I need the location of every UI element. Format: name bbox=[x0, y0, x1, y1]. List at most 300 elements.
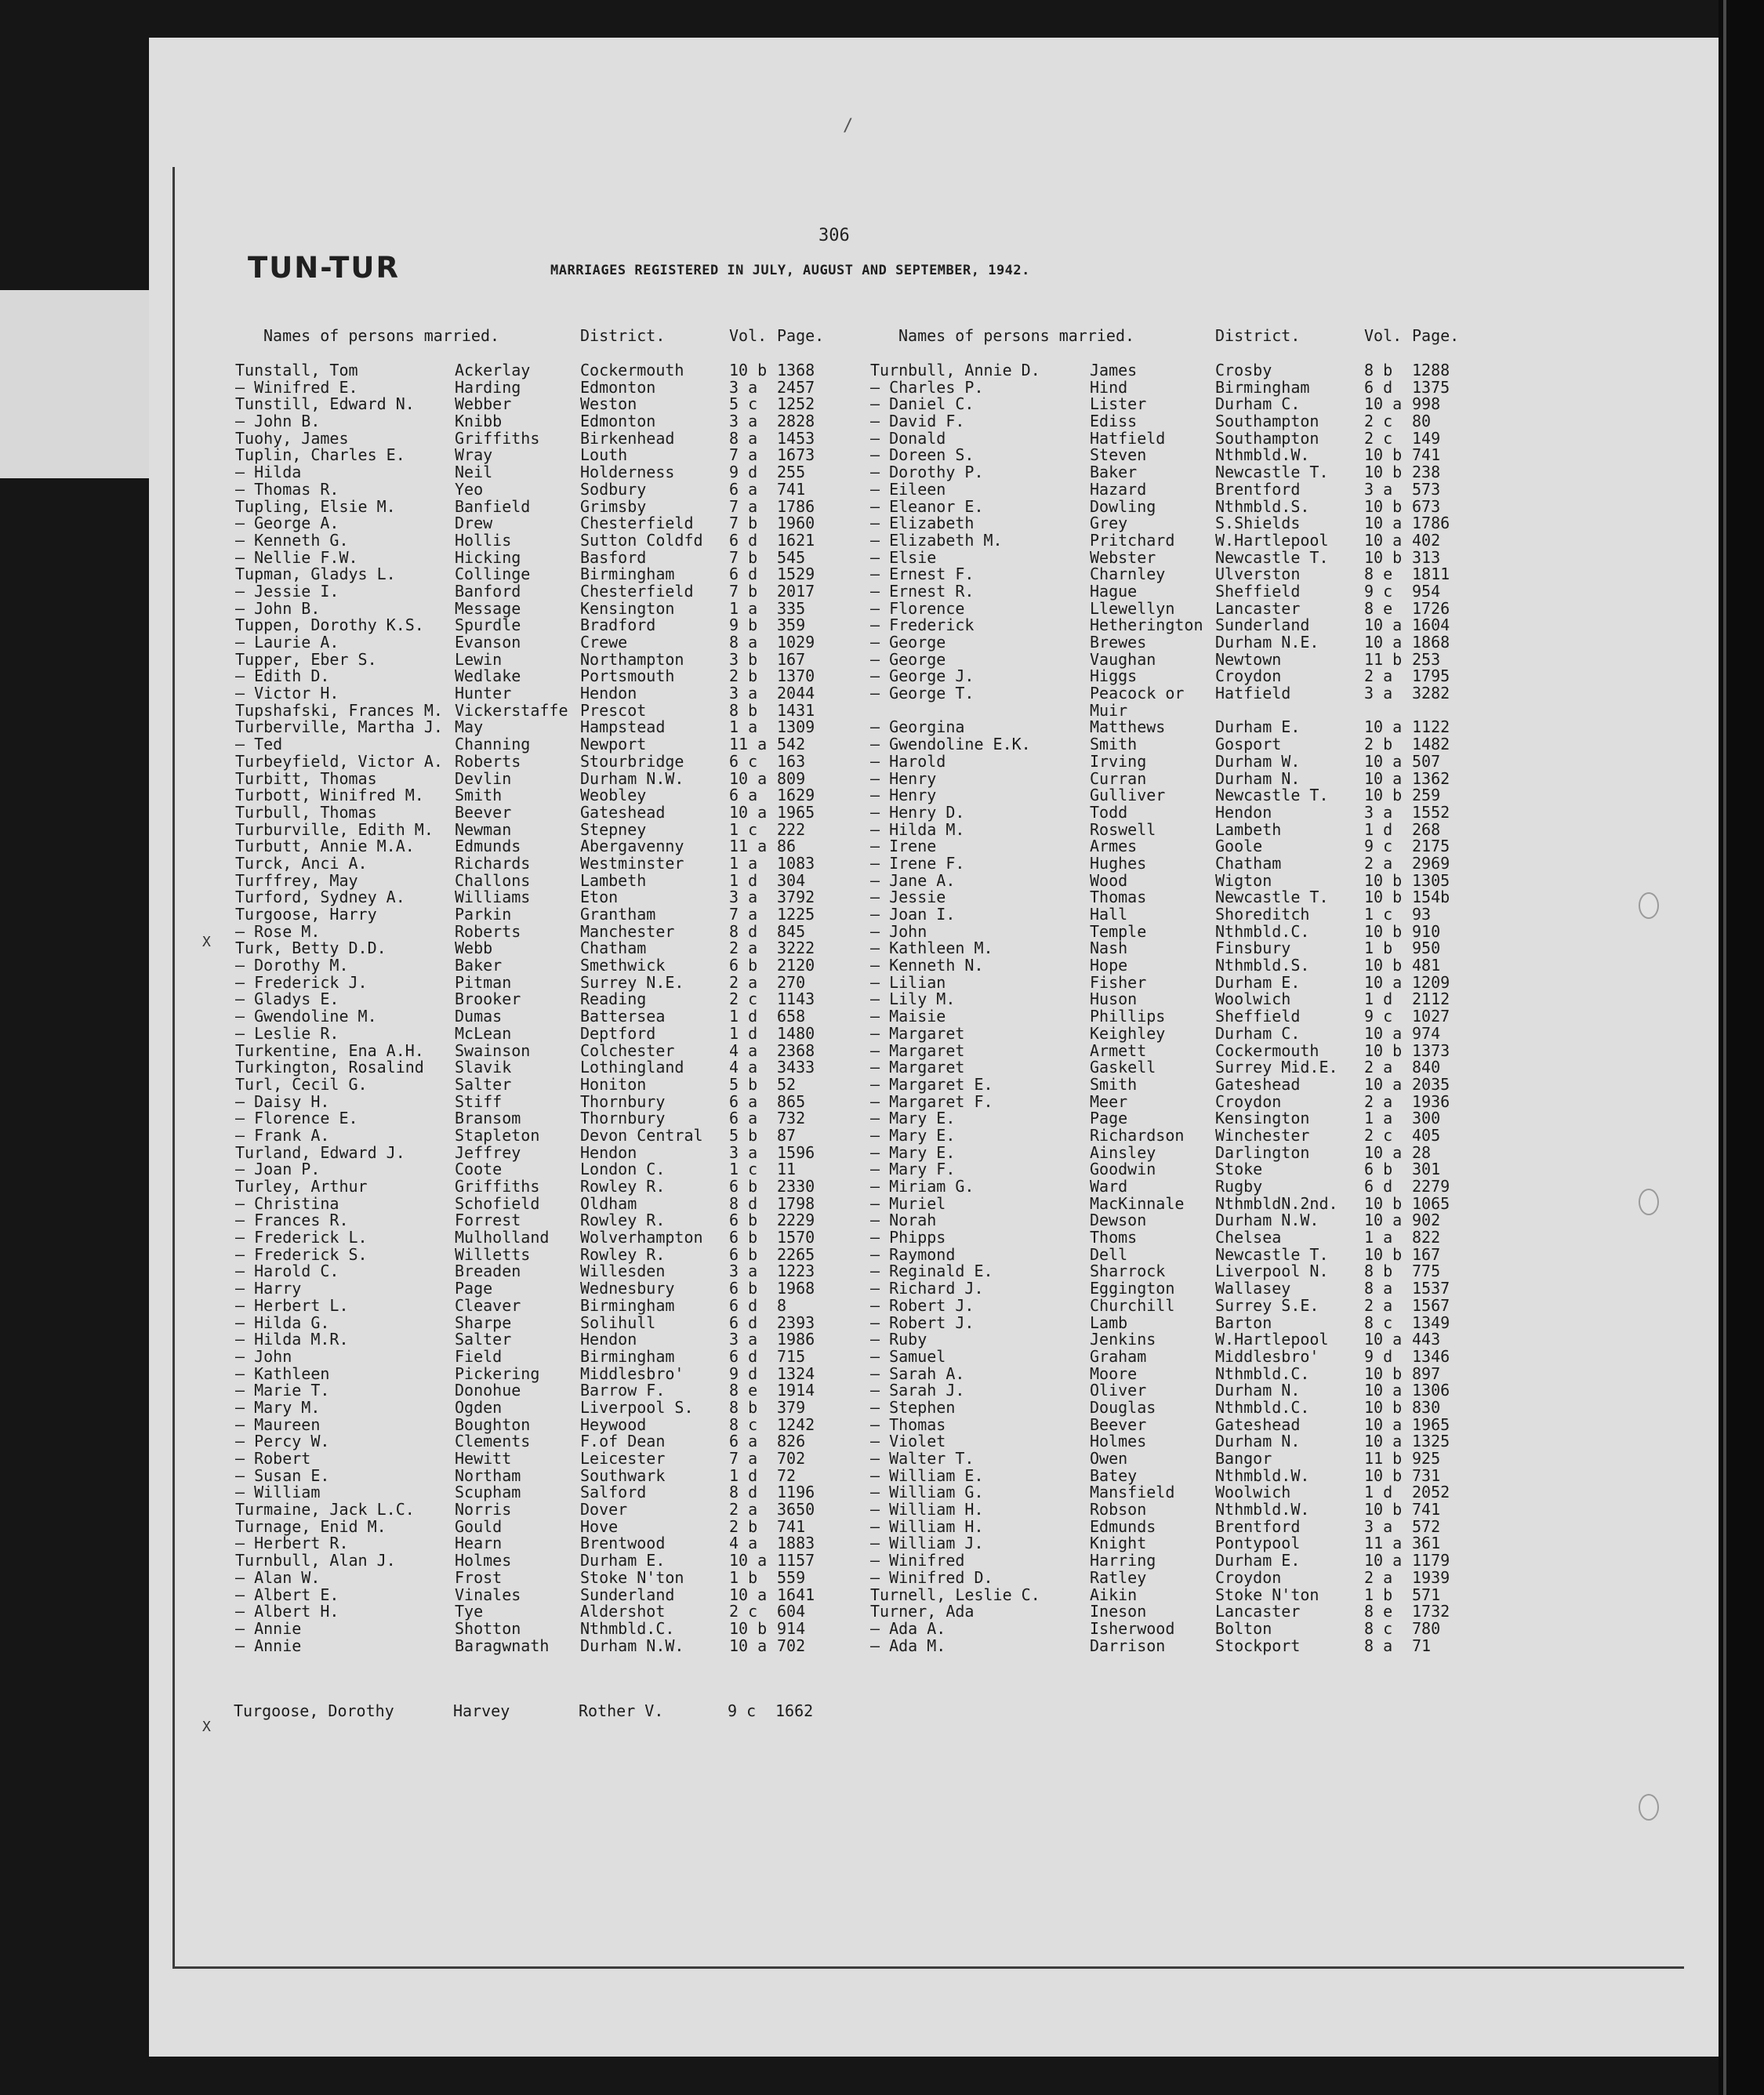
register-entry bbox=[870, 870, 1521, 890]
register-entry bbox=[870, 447, 1521, 464]
entry-spouse: Pitman bbox=[455, 972, 512, 992]
entry-district: NthmbldN.2nd. bbox=[1215, 1193, 1338, 1213]
entry-spouse: Roberts bbox=[455, 751, 521, 771]
entry-page: 775 bbox=[1412, 1262, 1441, 1281]
entry-spouse: Fisher bbox=[1090, 972, 1147, 992]
entry-page: 1143 bbox=[777, 989, 815, 1009]
entry-spouse: Gould bbox=[455, 1516, 503, 1536]
entry-district: Newcastle T. bbox=[1215, 888, 1329, 907]
entry-district: Brentford bbox=[1215, 479, 1301, 499]
entry-page: 1732 bbox=[1412, 1602, 1450, 1621]
entry-vol: 5 b bbox=[729, 1125, 758, 1145]
entry-spouse: Mansfield bbox=[1090, 1483, 1175, 1502]
entry-name: — Herbert R. bbox=[235, 1534, 349, 1553]
entry-spouse: Baker bbox=[455, 956, 503, 975]
entry-page: 2368 bbox=[777, 1040, 815, 1060]
entry-page: 253 bbox=[1412, 649, 1441, 669]
entry-vol: 10 a bbox=[1364, 1551, 1403, 1570]
entry-page: 379 bbox=[777, 1397, 806, 1417]
entry-spouse: Robson bbox=[1090, 1500, 1147, 1520]
entry-spouse: Coote bbox=[455, 1160, 503, 1179]
register-entry bbox=[235, 753, 886, 771]
entry-spouse: Hazard bbox=[1090, 479, 1147, 499]
entry-district: Nthmbld.S. bbox=[1215, 496, 1310, 516]
entry-page: 571 bbox=[1412, 1585, 1441, 1604]
entry-name: Turnell, Leslie C. bbox=[870, 1585, 1040, 1604]
entry-spouse: Hind bbox=[1090, 377, 1128, 397]
entry-spouse: Stapleton bbox=[455, 1125, 540, 1145]
entry-vol: 8 a bbox=[1364, 1636, 1393, 1655]
entry-spouse: Darrison bbox=[1090, 1636, 1166, 1655]
entry-district: Nthmbld.S. bbox=[1215, 956, 1310, 975]
binder-edge bbox=[1719, 0, 1764, 2095]
entry-page: 1122 bbox=[1412, 717, 1450, 737]
register-entry bbox=[870, 753, 1521, 771]
register-entry bbox=[235, 1074, 886, 1094]
entry-vol: 3 a bbox=[729, 1262, 758, 1281]
entry-vol: 10 a bbox=[1364, 972, 1403, 992]
entry-page: 1288 bbox=[1412, 361, 1450, 379]
entry-name: — Rose M. bbox=[235, 921, 321, 941]
entry-page: 2969 bbox=[1412, 853, 1450, 873]
register-entry bbox=[235, 481, 886, 499]
entry-vol: 2 a bbox=[1364, 666, 1393, 686]
header-vol: Vol. bbox=[729, 326, 768, 345]
entry-name: — Walter T. bbox=[870, 1449, 975, 1468]
entry-name: — Jessie I. bbox=[235, 581, 339, 601]
entry-name: — Herbert L. bbox=[235, 1295, 349, 1315]
entry-district: Grantham bbox=[580, 905, 656, 924]
entry-page: 405 bbox=[1412, 1125, 1441, 1145]
entry-vol: 9 c bbox=[1364, 837, 1393, 856]
entry-vol: 1 c bbox=[729, 1160, 758, 1179]
entry-page: 897 bbox=[1412, 1363, 1441, 1383]
entry-district: Nthmbld.W. bbox=[1215, 445, 1310, 465]
entry-page: 3433 bbox=[777, 1058, 815, 1077]
entry-district: Hendon bbox=[580, 1142, 637, 1162]
entry-vol: 2 b bbox=[1364, 735, 1393, 754]
entry-page: 809 bbox=[777, 768, 806, 788]
register-entry bbox=[235, 719, 886, 736]
entry-vol: 8 b bbox=[1364, 1262, 1393, 1281]
entry-district: Stourbridge bbox=[580, 751, 684, 771]
entry-name: — John B. bbox=[235, 412, 321, 431]
entry-name: — Irene F. bbox=[870, 853, 965, 873]
entry-name: — Robert J. bbox=[870, 1295, 975, 1315]
entry-spouse: Temple bbox=[1090, 921, 1147, 941]
entry-spouse: Moore bbox=[1090, 1363, 1138, 1383]
entry-name: — Thomas R. bbox=[235, 479, 339, 499]
entry-vol: 8 c bbox=[1364, 1618, 1393, 1638]
entry-page: 1811 bbox=[1412, 565, 1450, 584]
entry-spouse: Meer bbox=[1090, 1091, 1128, 1111]
entry-spouse: Ward bbox=[1090, 1177, 1128, 1196]
entry-page: 1480 bbox=[777, 1023, 815, 1043]
entry-district: Willesden bbox=[580, 1262, 666, 1281]
entry-vol: 11 a bbox=[1364, 1534, 1403, 1553]
entry-page: 52 bbox=[777, 1074, 797, 1094]
entry-vol: 1 d bbox=[1364, 1483, 1393, 1502]
entry-name: — Maisie bbox=[870, 1007, 946, 1026]
entry-vol: 10 a bbox=[729, 1636, 768, 1655]
entry-page: 3222 bbox=[777, 939, 815, 958]
entry-name: — Gladys E. bbox=[235, 989, 339, 1009]
register-entry bbox=[870, 1397, 1521, 1417]
entry-name: Tupling, Elsie M. bbox=[235, 496, 396, 516]
entry-page: 2120 bbox=[777, 956, 815, 975]
entry-spouse: Page bbox=[1090, 1109, 1128, 1128]
entry-spouse: MacKinnale bbox=[1090, 1193, 1185, 1213]
entry-spouse: Collinge bbox=[455, 565, 531, 584]
entry-district: Liverpool S. bbox=[580, 1397, 694, 1417]
entry-district: Oldham bbox=[580, 1193, 637, 1213]
entry-vol: 10 b bbox=[1364, 1465, 1403, 1485]
entry-spouse: Thomas bbox=[1090, 888, 1147, 907]
entry-district: Thornbury bbox=[580, 1091, 666, 1111]
entry-page: 1537 bbox=[1412, 1279, 1450, 1298]
entry-spouse: Swainson bbox=[455, 1040, 531, 1060]
entry-name: — Norah bbox=[870, 1211, 937, 1230]
entry-district: Durham N. bbox=[1215, 768, 1301, 788]
entry-spouse: Irving bbox=[1090, 751, 1147, 771]
entry-name: — George bbox=[870, 649, 946, 669]
entry-name: — Frances R. bbox=[235, 1211, 349, 1230]
entry-spouse: Keighley bbox=[1090, 1023, 1166, 1043]
entry-vol: 10 a bbox=[1364, 633, 1403, 652]
entry-name: — Robert J. bbox=[870, 1313, 975, 1332]
entry-page: 1325 bbox=[1412, 1432, 1450, 1451]
entry-spouse: Message bbox=[455, 598, 521, 618]
entry-vol: 2 a bbox=[729, 972, 758, 992]
register-entry bbox=[870, 1229, 1521, 1247]
entry-vol: 10 a bbox=[1364, 615, 1403, 635]
entry-vol: 1 c bbox=[729, 819, 758, 839]
entry-name: — Joan P. bbox=[235, 1160, 321, 1179]
entry-spouse: Devlin bbox=[455, 768, 512, 788]
entry-name: — Dorothy P. bbox=[870, 463, 984, 482]
entry-district: Durham N.W. bbox=[580, 1636, 684, 1655]
entry-district: Gateshead bbox=[580, 802, 666, 822]
entry-district: S.Shields bbox=[1215, 514, 1301, 533]
entry-spouse: Roberts bbox=[455, 921, 521, 941]
entry-name: — Florence bbox=[870, 598, 965, 618]
entry-spouse: Matthews bbox=[1090, 717, 1166, 737]
entry-district: Durham C. bbox=[1215, 394, 1301, 414]
register-entry bbox=[870, 1451, 1521, 1468]
entry-name: Turley, Arthur bbox=[235, 1177, 368, 1196]
entry-vol: 10 b bbox=[1364, 547, 1403, 567]
entry-page: 830 bbox=[1412, 1397, 1441, 1417]
entry-page: 2457 bbox=[777, 377, 815, 397]
entry-spouse: Nash bbox=[1090, 939, 1128, 958]
entry-name: — Kenneth G. bbox=[235, 530, 349, 550]
entry-district: Wolverhampton bbox=[580, 1228, 703, 1247]
register-entry bbox=[235, 447, 886, 464]
entry-spouse: Ineson bbox=[1090, 1602, 1147, 1621]
entry-vol: 8 e bbox=[1364, 1602, 1393, 1621]
entry-vol: 9 c bbox=[728, 1701, 757, 1720]
header-names: Names of persons married. bbox=[263, 326, 500, 345]
entry-name: — Lilian bbox=[870, 972, 946, 992]
register-entry bbox=[235, 1414, 886, 1434]
entry-district: Heywood bbox=[580, 1414, 647, 1434]
entry-name: — Mary M. bbox=[235, 1397, 321, 1417]
entry-name: — Henry D. bbox=[870, 802, 965, 822]
entry-name: — Violet bbox=[870, 1432, 946, 1451]
entry-page: 2175 bbox=[1412, 837, 1450, 856]
register-entry bbox=[870, 1363, 1521, 1383]
entry-vol: 8 a bbox=[1364, 1279, 1393, 1298]
entry-district: Basford bbox=[580, 547, 647, 567]
register-entry bbox=[870, 566, 1521, 583]
entry-name: — Annie bbox=[235, 1618, 302, 1638]
entry-name: — Frederick bbox=[870, 615, 975, 635]
register-entry bbox=[235, 1382, 886, 1400]
entry-page: 238 bbox=[1412, 463, 1441, 482]
entry-district: Hendon bbox=[1215, 802, 1272, 822]
register-entry bbox=[235, 617, 886, 634]
entry-page: 1529 bbox=[777, 565, 815, 584]
entry-vol: 1 d bbox=[1364, 989, 1393, 1009]
entry-vol: 10 a bbox=[729, 768, 768, 788]
entry-page: 1157 bbox=[777, 1551, 815, 1570]
register-entry bbox=[235, 1587, 886, 1604]
entry-name: Tupman, Gladys L. bbox=[235, 565, 396, 584]
entry-name: Turl, Cecil G. bbox=[235, 1074, 368, 1094]
entry-vol: 9 c bbox=[1364, 581, 1393, 601]
entry-district: Lambeth bbox=[1215, 819, 1282, 839]
entry-page: 481 bbox=[1412, 956, 1441, 975]
entry-page: 2330 bbox=[777, 1177, 815, 1196]
register-entry bbox=[235, 532, 886, 550]
entry-name: — David F. bbox=[870, 412, 965, 431]
entry-vol: 10 a bbox=[1364, 1142, 1403, 1162]
entry-vol: 2 b bbox=[729, 666, 758, 686]
entry-vol: 11 a bbox=[729, 837, 768, 856]
entry-vol: 2 c bbox=[729, 1602, 758, 1621]
entry-page: 702 bbox=[777, 1449, 806, 1468]
entry-name: Turkentine, Ena A.H. bbox=[235, 1040, 424, 1060]
entry-vol: 10 a bbox=[1364, 1330, 1403, 1349]
entry-district: Pontypool bbox=[1215, 1534, 1301, 1553]
entry-page: 741 bbox=[1412, 1500, 1441, 1520]
entry-vol: 10 b bbox=[1364, 921, 1403, 941]
entry-vol: 10 b bbox=[1364, 1397, 1403, 1417]
entry-spouse: Charnley bbox=[1090, 565, 1166, 584]
entry-vol: 3 a bbox=[1364, 479, 1393, 499]
entry-name: — Hilda bbox=[235, 463, 302, 482]
register-entry bbox=[870, 668, 1521, 685]
register-entry bbox=[870, 1142, 1521, 1162]
header-names: Names of persons married. bbox=[898, 326, 1135, 345]
entry-name: — Laurie A. bbox=[235, 633, 339, 652]
register-entry bbox=[235, 430, 886, 448]
entry-name: — Elizabeth M. bbox=[870, 530, 1003, 550]
entry-district: Surrey N.E. bbox=[580, 972, 684, 992]
register-entry bbox=[870, 921, 1521, 941]
entry-spouse: Stiff bbox=[455, 1091, 503, 1111]
register-entry bbox=[870, 1178, 1521, 1196]
entry-vol: 8 a bbox=[729, 428, 758, 448]
entry-spouse: Webster bbox=[1090, 547, 1156, 567]
register-entry bbox=[235, 464, 886, 481]
entry-page: 780 bbox=[1412, 1618, 1441, 1638]
register-entry bbox=[235, 700, 886, 720]
entry-spouse: Boughton bbox=[455, 1414, 531, 1434]
entry-district: Sunderland bbox=[580, 1585, 675, 1604]
entry-name: — Kathleen bbox=[235, 1363, 330, 1383]
entry-page: 910 bbox=[1412, 921, 1441, 941]
register-entry bbox=[870, 1040, 1521, 1060]
entry-vol: 1 b bbox=[729, 1567, 758, 1587]
entry-vol: 10 b bbox=[1364, 1244, 1403, 1264]
entry-spouse: Muir bbox=[1090, 700, 1128, 720]
entry-page: 270 bbox=[777, 972, 806, 992]
entry-page: 1914 bbox=[777, 1381, 815, 1400]
entry-district: Birmingham bbox=[580, 1295, 675, 1315]
entry-name: — William H. bbox=[870, 1500, 984, 1520]
register-entry bbox=[235, 1603, 886, 1621]
register-entry bbox=[870, 396, 1521, 413]
entry-name: — Nellie F.W. bbox=[235, 547, 358, 567]
entry-name: — Henry bbox=[870, 786, 937, 805]
register-entry bbox=[235, 1059, 886, 1077]
entry-spouse: Hetherington bbox=[1090, 615, 1203, 635]
entry-name: — Frank A. bbox=[235, 1125, 330, 1145]
register-entry bbox=[870, 855, 1521, 873]
entry-name: — Ernest R. bbox=[870, 581, 975, 601]
entry-vol: 8 b bbox=[729, 1397, 758, 1417]
entry-vol: 4 a bbox=[729, 1534, 758, 1553]
entry-vol: 11 b bbox=[1364, 649, 1403, 669]
entry-page: 3650 bbox=[777, 1500, 815, 1520]
entry-spouse: Yeo bbox=[455, 479, 484, 499]
entry-name: Tunstill, Edward N. bbox=[235, 394, 415, 414]
entry-name: — Margaret bbox=[870, 1058, 965, 1077]
entry-page: 1960 bbox=[777, 514, 815, 533]
entry-page: 2229 bbox=[777, 1211, 815, 1230]
header-page: Page. bbox=[1412, 326, 1460, 345]
entry-name: Tuppen, Dorothy K.S. bbox=[235, 615, 424, 635]
register-entry bbox=[235, 991, 886, 1008]
entry-spouse: Salter bbox=[455, 1074, 512, 1094]
entry-page: 222 bbox=[777, 819, 806, 839]
entry-vol: 10 b bbox=[1364, 956, 1403, 975]
entry-district: Stepney bbox=[580, 819, 647, 839]
entry-name: — Kenneth N. bbox=[870, 956, 984, 975]
entry-spouse: Ainsley bbox=[1090, 1142, 1156, 1162]
register-entry bbox=[235, 972, 886, 992]
entry-vol: 10 a bbox=[1364, 751, 1403, 771]
register-entry bbox=[235, 1465, 886, 1485]
entry-spouse: Sharpe bbox=[455, 1313, 512, 1332]
entry-district: Winchester bbox=[1215, 1125, 1310, 1145]
entry-vol: 4 a bbox=[729, 1040, 758, 1060]
register-entry bbox=[870, 768, 1521, 788]
entry-spouse: Graham bbox=[1090, 1346, 1147, 1366]
register-entry bbox=[235, 1142, 886, 1162]
entry-spouse: Sharrock bbox=[1090, 1262, 1166, 1281]
register-entry bbox=[235, 855, 886, 873]
entry-page: 1567 bbox=[1412, 1295, 1450, 1315]
entry-spouse: Beever bbox=[455, 802, 512, 822]
entry-district: Newport bbox=[580, 735, 647, 754]
entry-vol: 8 e bbox=[729, 1381, 758, 1400]
register-entry bbox=[870, 1091, 1521, 1111]
entry-name: Turnbull, Annie D. bbox=[870, 361, 1040, 379]
entry-page: 1596 bbox=[777, 1142, 815, 1162]
entry-vol: 1 a bbox=[1364, 1228, 1393, 1247]
entry-name: — Richard J. bbox=[870, 1279, 984, 1298]
register-entry bbox=[235, 870, 886, 890]
entry-page: 87 bbox=[777, 1125, 797, 1145]
entry-district: Abergavenny bbox=[580, 837, 684, 856]
entry-name: — Ada A. bbox=[870, 1618, 946, 1638]
register-entry bbox=[870, 583, 1521, 601]
register-entry bbox=[235, 1315, 886, 1332]
entry-name: Turffrey, May bbox=[235, 870, 358, 890]
entry-page: 1673 bbox=[777, 445, 815, 465]
entry-page: 1795 bbox=[1412, 666, 1450, 686]
entry-district: Sutton Coldfd bbox=[580, 530, 703, 550]
entry-spouse: Dowling bbox=[1090, 496, 1156, 516]
entry-vol: 8 b bbox=[1364, 361, 1393, 379]
entry-district: Sheffield bbox=[1215, 1007, 1301, 1026]
entry-vol: 8 d bbox=[729, 1193, 758, 1213]
entry-spouse: Harvey bbox=[453, 1701, 510, 1720]
entry-name: Turbott, Winifred M. bbox=[235, 786, 424, 805]
entry-name: — Dorothy M. bbox=[235, 956, 349, 975]
punch-hole bbox=[1639, 892, 1659, 919]
entry-district: Salford bbox=[580, 1483, 647, 1502]
register-entry bbox=[235, 1397, 886, 1417]
entry-spouse: Breaden bbox=[455, 1262, 521, 1281]
register-entry bbox=[870, 1535, 1521, 1552]
entry-district: Durham W. bbox=[1215, 751, 1301, 771]
register-entry bbox=[235, 396, 886, 413]
entry-page: 28 bbox=[1412, 1142, 1432, 1162]
entry-district: Dover bbox=[580, 1500, 628, 1520]
entry-name: — Ada M. bbox=[870, 1636, 946, 1655]
register-entry bbox=[235, 1433, 886, 1451]
entry-district: Middlesbro' bbox=[1215, 1346, 1319, 1366]
entry-district: Durham E. bbox=[1215, 972, 1301, 992]
entry-name: — Irene bbox=[870, 837, 937, 856]
entry-name: — Frederick J. bbox=[235, 972, 368, 992]
entry-district: Newcastle T. bbox=[1215, 463, 1329, 482]
register-entry bbox=[235, 1618, 886, 1638]
register-entry bbox=[870, 547, 1521, 567]
register-entry bbox=[235, 921, 886, 941]
entry-vol: 1 d bbox=[729, 1465, 758, 1485]
entry-spouse: Dell bbox=[1090, 1244, 1128, 1264]
entry-name: — Elsie bbox=[870, 547, 937, 567]
entry-district: Rowley R. bbox=[580, 1177, 666, 1196]
entry-district: Leicester bbox=[580, 1449, 666, 1468]
entry-district: Eton bbox=[580, 888, 619, 907]
register-entry bbox=[870, 617, 1521, 634]
entry-district: Gateshead bbox=[1215, 1414, 1301, 1434]
entry-name: — Edith D. bbox=[235, 666, 330, 686]
register-entry bbox=[870, 940, 1521, 957]
entry-name bbox=[870, 703, 1090, 720]
entry-spouse: Lamb bbox=[1090, 1313, 1128, 1332]
entry-spouse: Vaughan bbox=[1090, 649, 1156, 669]
entry-name: Tupshafski, Frances M. bbox=[235, 700, 443, 720]
entry-vol: 10 a bbox=[1364, 530, 1403, 550]
entry-spouse: Hatfield bbox=[1090, 428, 1166, 448]
entry-spouse: Hague bbox=[1090, 581, 1138, 601]
